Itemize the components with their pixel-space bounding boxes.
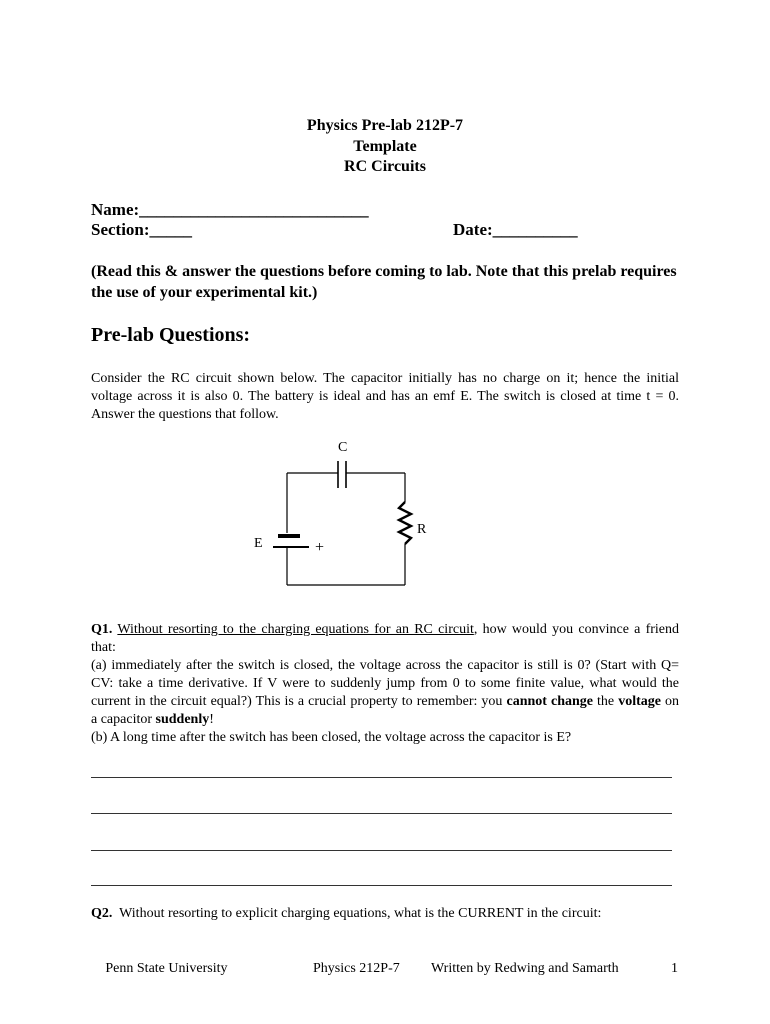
answer-line-2[interactable] <box>91 813 672 814</box>
question-2 <box>91 905 691 923</box>
q1-part-a: (a) immediately after the switch is closed, the voltage across the capacitor is still is 0? (Start with Q= CV: take a time derivative. If V were to suddenly jump from 0 to some finite value, what would the current in the circuit equal?) This is a crucial property to remember: you <box>91 658 679 709</box>
doc-title: Physics Pre-lab 212P-7 <box>306 117 464 134</box>
footer-authors: Written by Redwing and Samarth <box>431 961 619 976</box>
footer-university:   Penn State University <box>91 961 228 976</box>
resistor-label: R <box>417 522 427 537</box>
answer-line-4[interactable] <box>91 885 672 886</box>
q1-on-capacitor: on a capacitor <box>91 694 680 727</box>
resistor-zigzag <box>399 502 411 544</box>
q1-lead: , how would you convince a friend that: <box>91 622 680 655</box>
footer-page-number: 1 <box>671 961 678 976</box>
doc-topic: RC Circuits <box>344 158 426 175</box>
prelab-heading: Pre-lab Questions: <box>91 324 251 346</box>
battery-plus-label: + <box>315 539 325 556</box>
q1-exclaim: ! <box>209 712 214 727</box>
footer-course: Physics 212P-7 <box>313 961 400 976</box>
q1-the: the <box>597 694 615 709</box>
answer-line-3[interactable] <box>91 850 672 851</box>
section-field[interactable]: Section:_____ <box>91 220 193 239</box>
q1-part-b: (b) A long time after the switch has been closed, the voltage across the capacitor is E? <box>91 730 572 745</box>
q2-text: Without resorting to explicit charging equations, what is the CURRENT in the circuit: <box>119 906 602 921</box>
rc-circuit-diagram <box>240 430 450 595</box>
question-1 <box>91 621 679 747</box>
q1-suddenly: suddenly <box>155 712 210 727</box>
name-field[interactable]: Name:___________________________ <box>91 200 369 219</box>
battery-label: E <box>254 536 263 551</box>
q1-underlined-phrase: Without resorting to the charging equations for an RC circuit <box>117 622 474 637</box>
capacitor-label: C <box>338 440 348 455</box>
answer-line-1[interactable] <box>91 777 672 778</box>
q2-number: Q2. <box>91 906 113 921</box>
instruction-text: (Read this & answer the questions before coming to lab. Note that this prelab requires the use of your experimental kit.) <box>91 263 677 301</box>
q1-cannot-change: cannot change <box>506 694 593 709</box>
q1-voltage: voltage <box>618 694 661 709</box>
q1-number: Q1. <box>91 622 113 637</box>
date-field[interactable]: Date:__________ <box>453 220 578 239</box>
doc-subtitle: Template <box>353 138 417 155</box>
intro-paragraph: Consider the RC circuit shown below. The capacitor initially has no charge on it; hence the initial voltage across it is also 0. The battery is ideal and has an emf E. The switch is closed at time t = 0. Answer the questions that follow. <box>91 371 679 422</box>
